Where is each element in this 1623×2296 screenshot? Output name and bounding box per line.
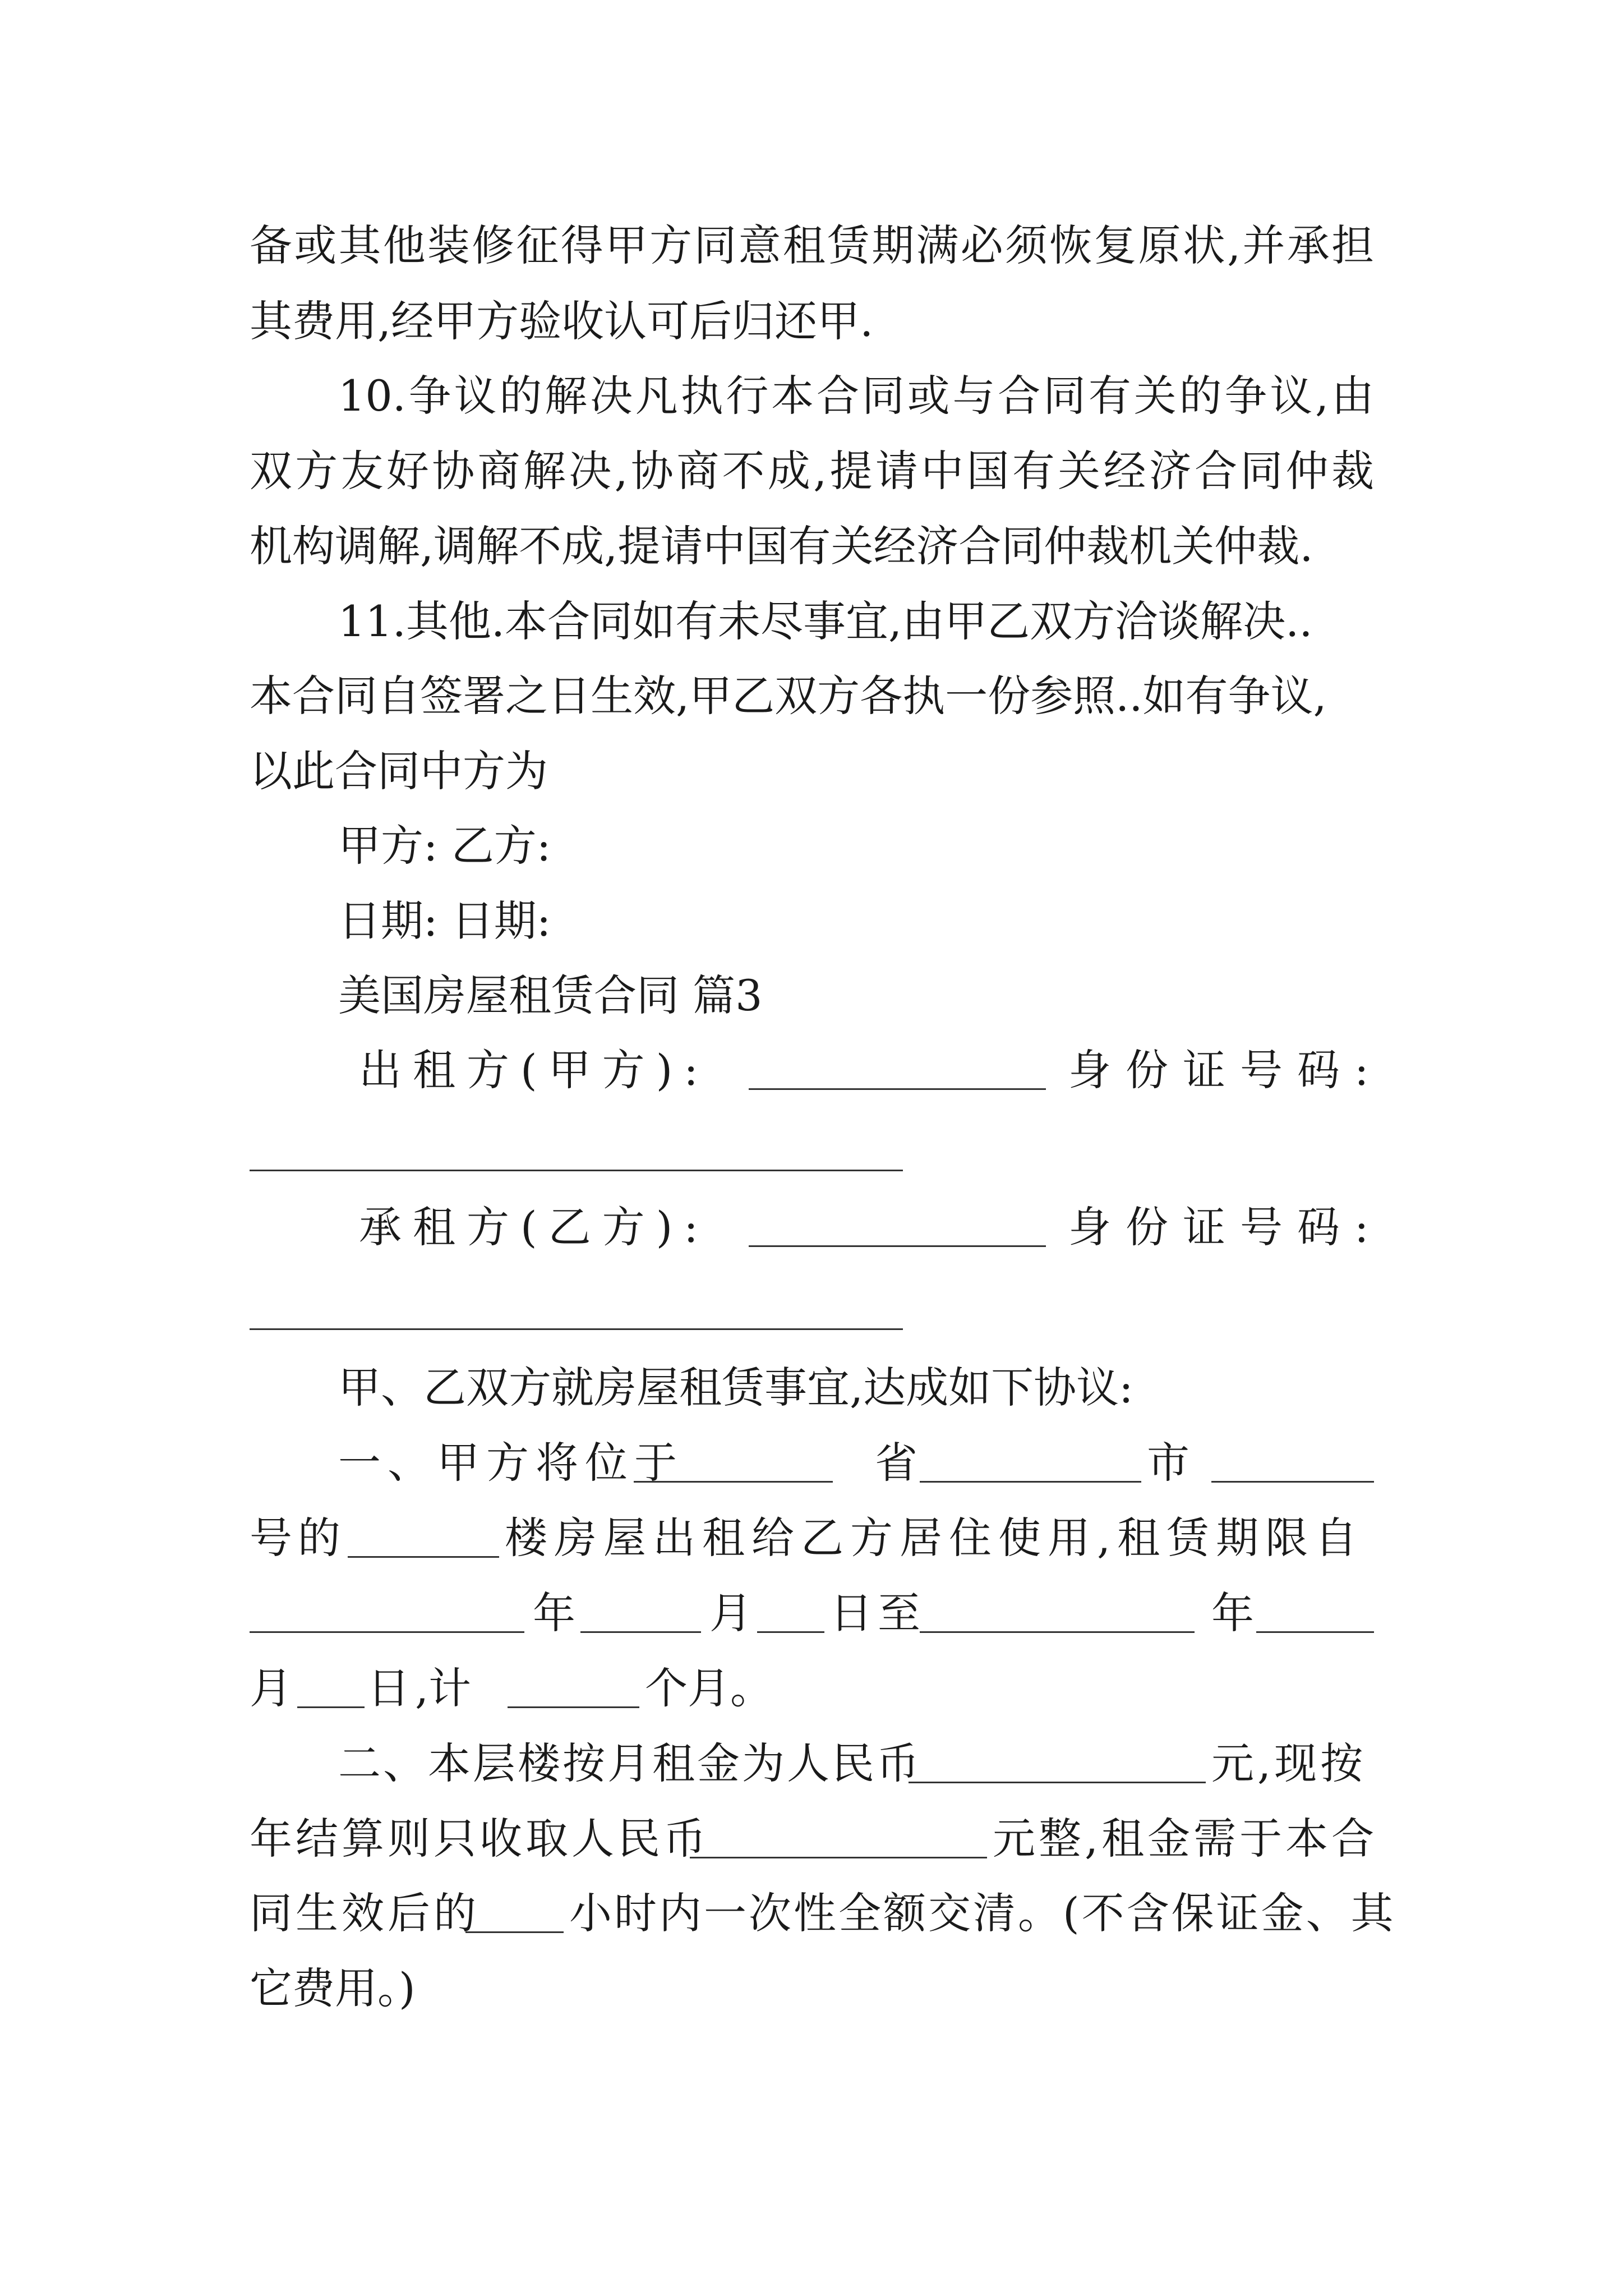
clause-2-payment: 元整,租金需于本合	[993, 1814, 1378, 1864]
lessor-label: 出租方(甲方):	[359, 1045, 709, 1095]
months-label: 个月。	[645, 1663, 773, 1713]
end-day-blank[interactable]	[297, 1668, 365, 1708]
agreement-intro: 甲、乙双方就房屋租赁事宜,达成如下协议:	[338, 1363, 1133, 1412]
clause-2-annual: 年结算则只收取人民币	[250, 1814, 709, 1864]
clause-2-yuan: 元,现按	[1211, 1738, 1367, 1788]
clause-2-effective: 同生效后的	[250, 1888, 479, 1938]
lessor-name-blank[interactable]	[749, 1050, 1046, 1090]
city-label: 市	[1147, 1438, 1189, 1488]
annual-rent-blank[interactable]	[690, 1819, 987, 1858]
clause-2-text: 二、本层楼按月租金为人民币	[338, 1738, 921, 1788]
clause-11-line-2: 本合同自签署之日生效,甲乙双方各执一份参照..如有争议,	[250, 671, 1327, 721]
lessor-id-blank[interactable]	[250, 1170, 903, 1171]
start-year-blank[interactable]	[250, 1593, 524, 1633]
duration-blank[interactable]	[508, 1668, 639, 1708]
province-label: 省	[875, 1438, 917, 1488]
floor-blank[interactable]	[348, 1518, 499, 1558]
end-year-label: 年	[1211, 1588, 1254, 1638]
start-month-label: 月	[709, 1588, 752, 1638]
province-blank[interactable]	[634, 1443, 833, 1483]
end-month-label: 月	[250, 1663, 292, 1713]
lessor-id-label: 身份证号码:	[1068, 1045, 1384, 1095]
clause-1-text: 一、甲方将位于	[338, 1438, 684, 1488]
lessee-label: 承租方(乙方):	[359, 1202, 709, 1252]
clause-2-end: 它费用。)	[250, 1963, 416, 2013]
street-blank[interactable]	[1211, 1443, 1374, 1483]
clause-10-line-1: 10.争议的解决凡执行本合同或与合同有关的争议,由	[338, 371, 1374, 421]
lessee-name-blank[interactable]	[749, 1207, 1046, 1247]
city-blank[interactable]	[920, 1443, 1141, 1483]
start-day-label: 日	[830, 1588, 873, 1638]
clause-1-lease-text: 楼房屋出租给乙方居住使用,租赁期限自	[505, 1513, 1364, 1563]
text-line-1: 备或其他装修征得甲方同意租赁期满必须恢复原状,并承担	[250, 220, 1374, 270]
start-year-label: 年	[533, 1588, 575, 1638]
clause-10-line-3: 机构调解,调解不成,提请中国有关经济合同仲裁机关仲裁.	[250, 521, 1313, 571]
end-year-blank[interactable]	[920, 1593, 1195, 1633]
to-label: 至	[878, 1588, 920, 1638]
number-label: 号的	[250, 1513, 346, 1563]
total-label: ,计	[415, 1663, 472, 1713]
signature-dates: 日期: 日期:	[338, 896, 551, 946]
lessee-id-blank[interactable]	[250, 1328, 903, 1330]
lessee-id-label: 身份证号码:	[1068, 1202, 1384, 1252]
start-month-blank[interactable]	[580, 1593, 701, 1633]
clause-11-line-3: 以此合同中方为	[250, 746, 548, 796]
clause-10-line-2: 双方友好协商解决,协商不成,提请中国有关经济合同仲裁	[250, 446, 1374, 496]
text-line-2: 其费用,经甲方验收认可后归还甲.	[250, 296, 874, 346]
start-day-blank[interactable]	[757, 1593, 824, 1633]
monthly-rent-blank[interactable]	[909, 1743, 1206, 1783]
end-day-label: 日	[367, 1663, 410, 1713]
clause-2-hours: 小时内一次性全额交清。(不含保证金、其	[569, 1888, 1396, 1938]
section-heading: 美国房屋租赁合同 篇3	[338, 970, 763, 1020]
signature-parties: 甲方: 乙方:	[338, 821, 551, 871]
clause-11-line-1: 11.其他.本合同如有未尽事宜,由甲乙双方洽谈解决..	[338, 596, 1313, 646]
hours-blank[interactable]	[465, 1893, 564, 1933]
end-month-blank[interactable]	[1256, 1593, 1374, 1633]
